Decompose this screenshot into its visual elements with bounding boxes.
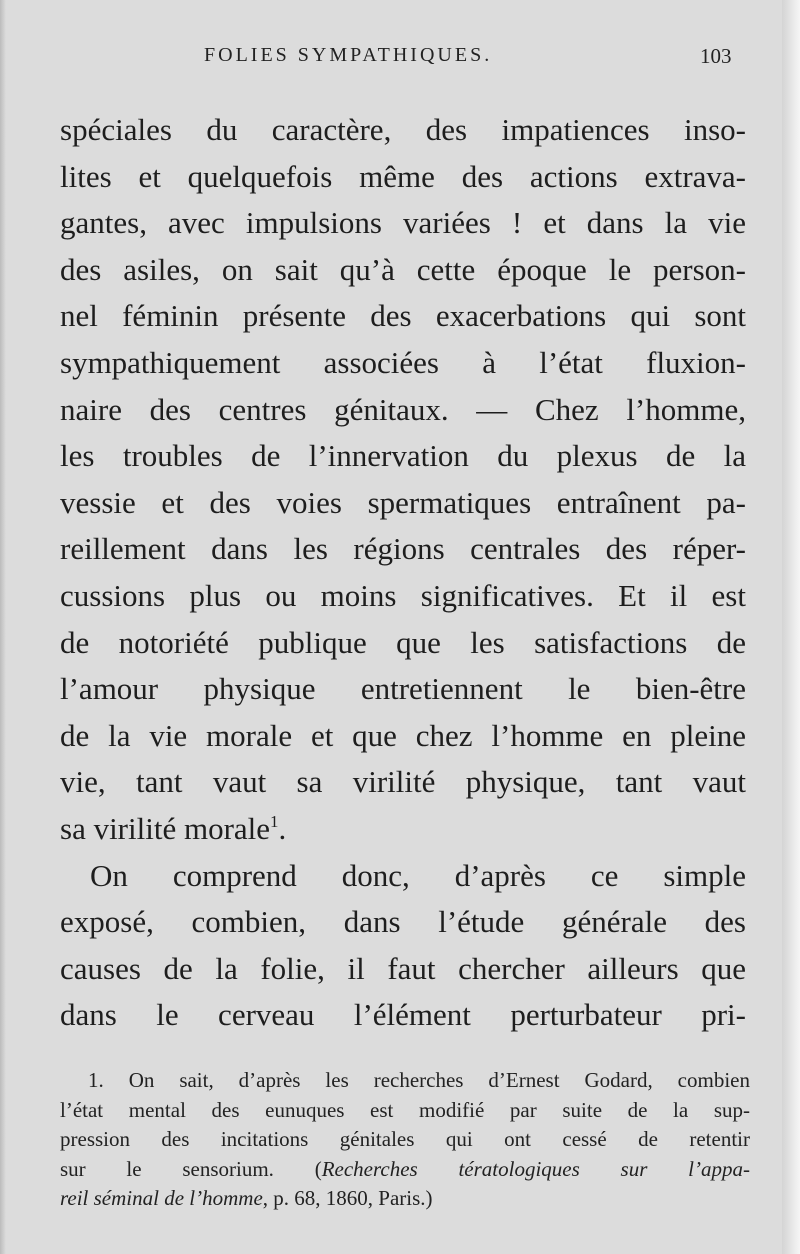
page-gutter-shadow [0, 0, 6, 1254]
text-fragment: sur le sensorium. ( [60, 1156, 322, 1181]
text-line: gantes, avec impulsions variées ! et dans la vie [60, 205, 746, 241]
text-line: sympathiquement associées à l’état fluxion- [60, 344, 746, 380]
page-edge [782, 0, 800, 1254]
text-line: spéciales du caractère, des impatiences inso- [60, 112, 746, 147]
paragraph-last-line [60, 806, 746, 853]
footnote-line [60, 1155, 750, 1185]
footnote-line: pression des incitations génitales qui ont cessé de retentir [60, 1127, 750, 1151]
text-line: les troubles de l’innervation du plexus de la [60, 438, 746, 474]
text-fragment: , p. 68, 1860, Paris.) [262, 1186, 433, 1210]
body-text [60, 107, 746, 1039]
text-line: lites et quelquefois même des actions extrava- [60, 158, 746, 194]
text-line: dans le cerveau l’élément perturbateur pri- [60, 997, 746, 1033]
page-number: 103 [700, 44, 732, 68]
text-line: nel féminin présente des exacerbations qui sont [60, 298, 746, 334]
text-line: vie, tant vaut sa virilité physique, tant vaut [60, 764, 746, 800]
running-title: FOLIES SYMPATHIQUES. [204, 44, 493, 66]
citation-title: Recherches tératologiques sur l’appa- [321, 1156, 750, 1181]
page-header [0, 36, 800, 76]
text-line: vessie et des voies spermatiques entraînent pa- [60, 484, 746, 520]
text-line: reillement dans les régions centrales des réper- [60, 531, 746, 567]
footnote-line [60, 1184, 750, 1214]
text-line: causes de la folie, il faut chercher ailleurs que [60, 950, 746, 986]
text-line: naire des centres génitaux. — Chez l’homme, [60, 391, 746, 427]
footnote-reference[interactable]: 1 [270, 811, 279, 831]
text-line: exposé, combien, dans l’étude générale des [60, 904, 746, 940]
text-fragment: sa virilité morale [60, 810, 271, 846]
text-fragment: . [278, 810, 287, 846]
text-line: des asiles, on sait qu’à cette époque le person- [60, 251, 746, 287]
text-line: l’amour physique entretiennent le bien-être [60, 671, 746, 707]
text-line: cussions plus ou moins significatives. Et il est [60, 577, 746, 613]
text-line: de la vie morale et que chez l’homme en pleine [60, 717, 746, 753]
paragraph-first-line: On comprend donc, d’après ce simple [90, 857, 746, 893]
footnote-line: 1. On sait, d’après les recherches d’Ernest Godard, combien [88, 1068, 750, 1092]
footnote [60, 1066, 750, 1214]
footnote-line: l’état mental des eunuques est modifié par suite de la sup- [60, 1097, 750, 1122]
text-line: de notoriété publique que les satisfactions de [60, 624, 746, 660]
citation-title: reil séminal de l’homme [60, 1186, 263, 1210]
